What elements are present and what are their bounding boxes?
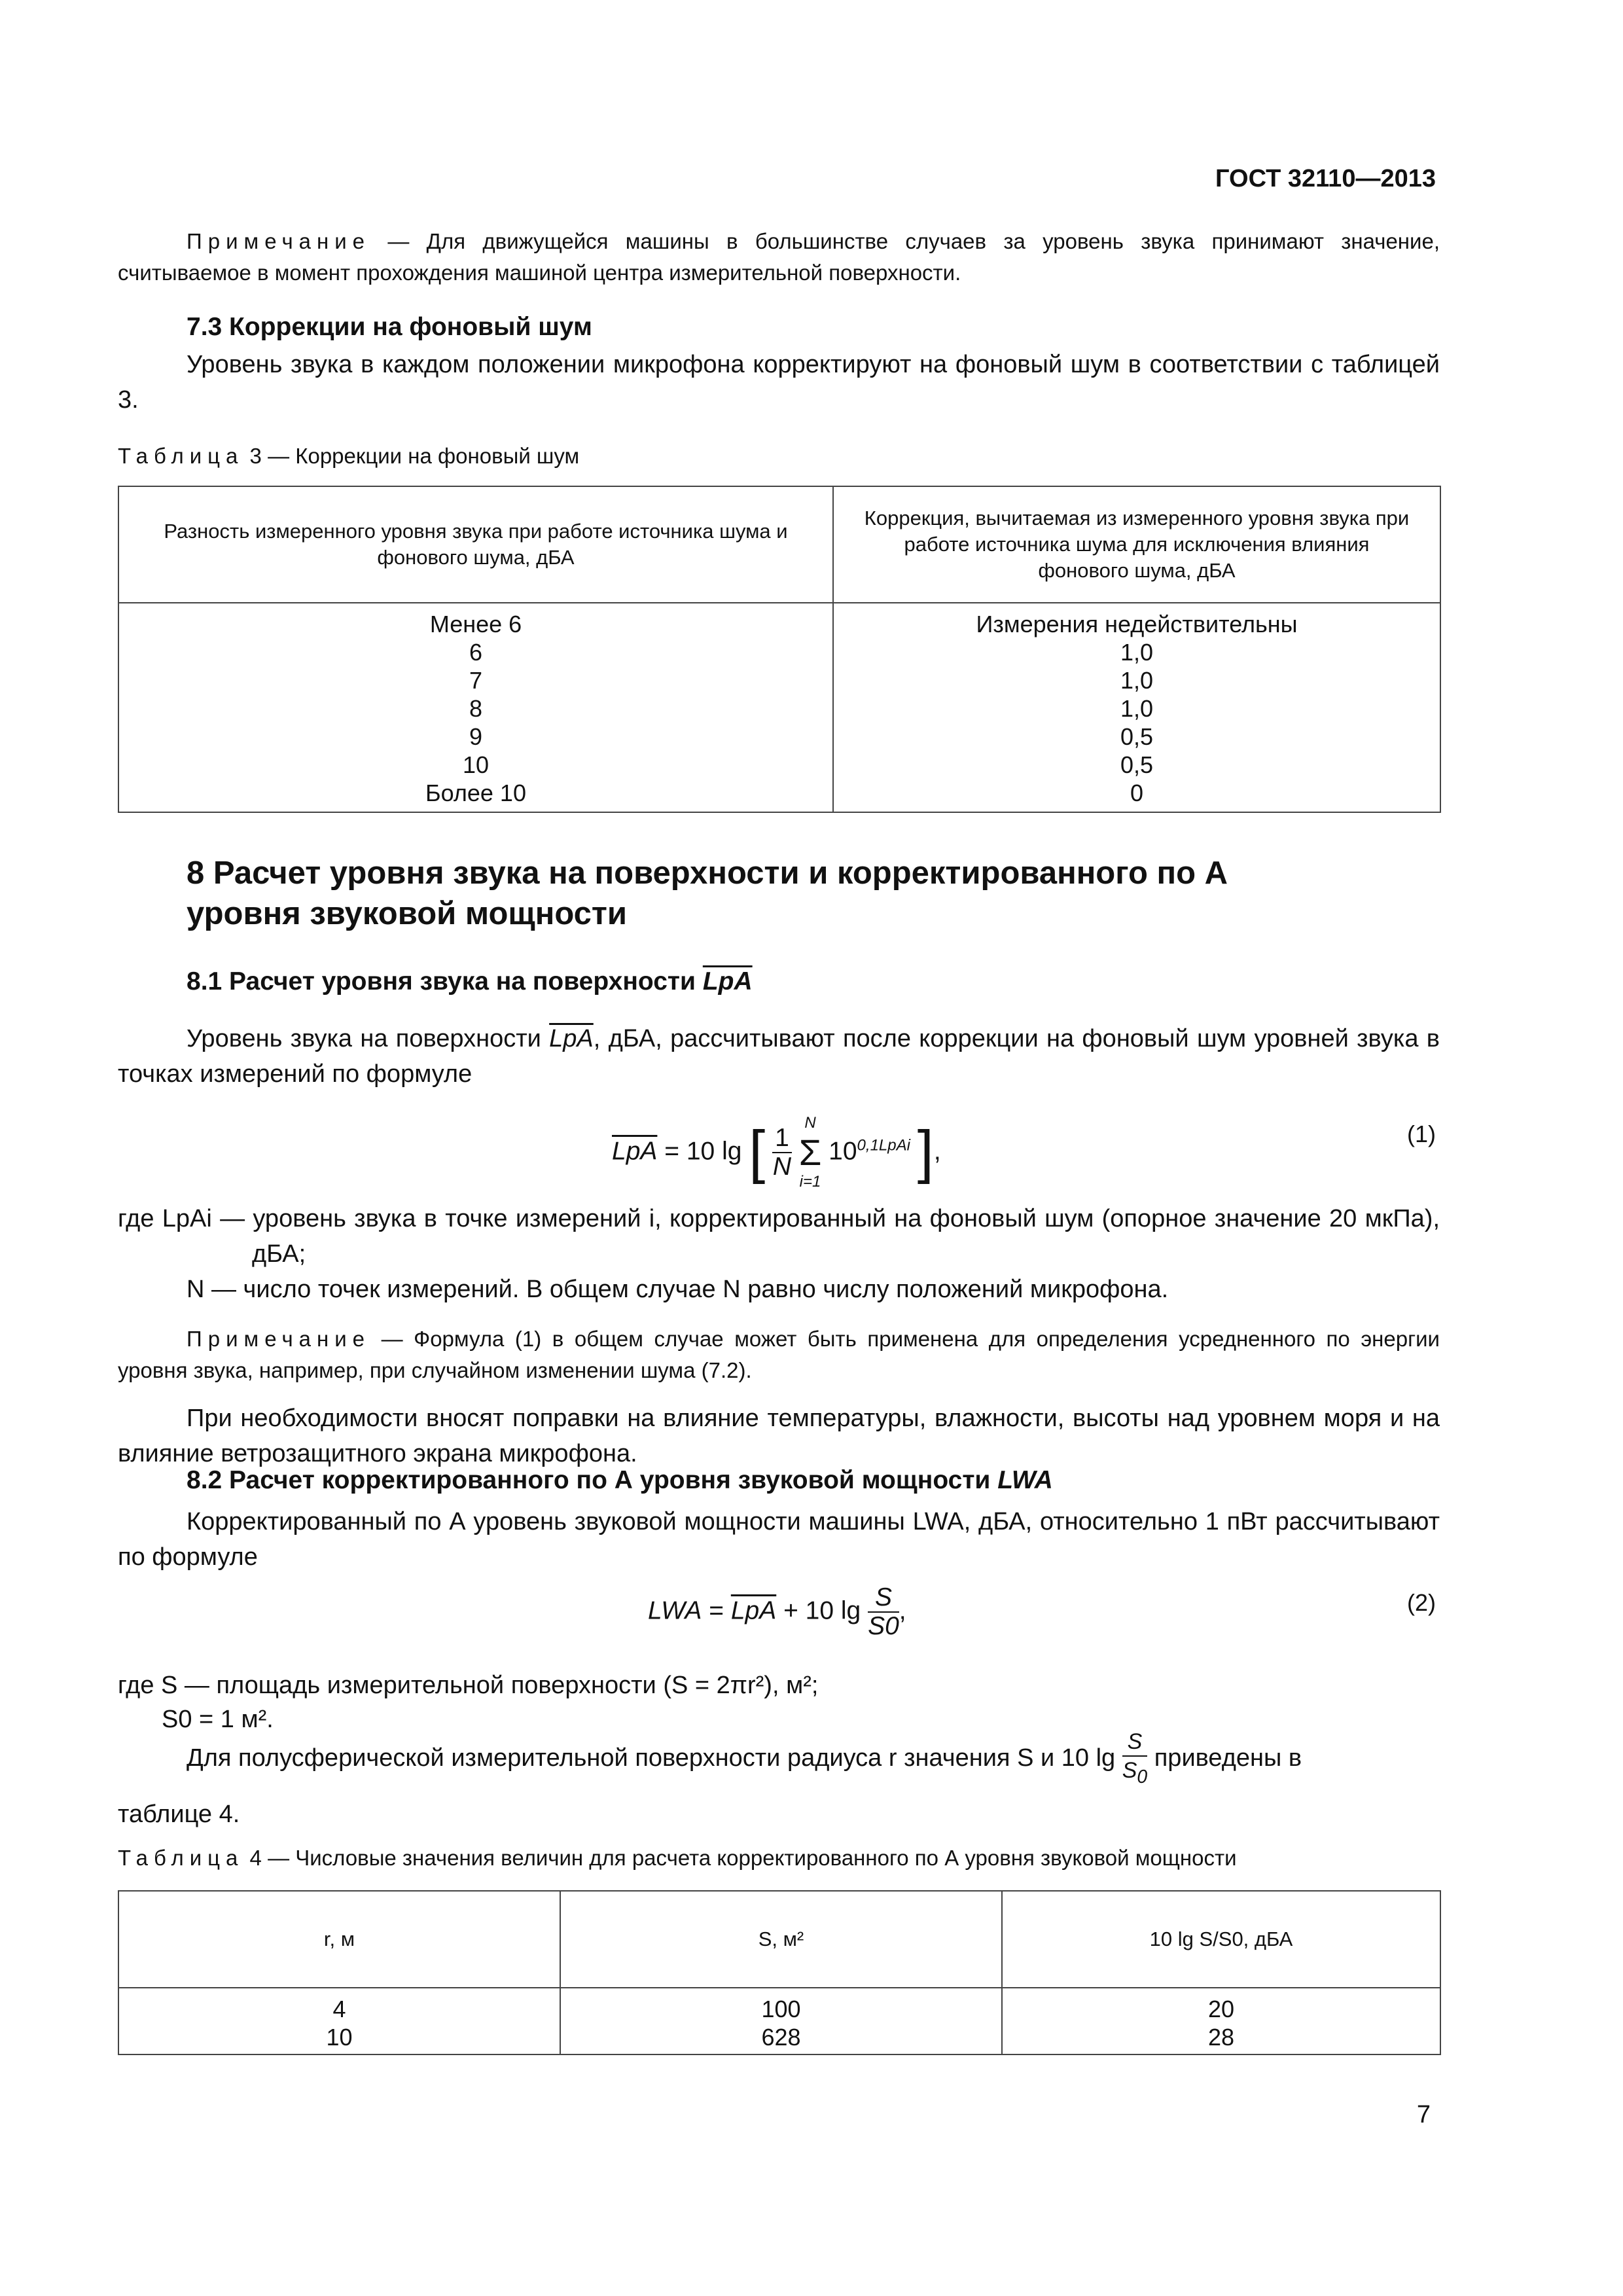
note-label: Примечание	[187, 1327, 371, 1351]
symbol-lpa: $\overline{LpA}$	[549, 1025, 594, 1052]
formula-1	[612, 1109, 941, 1196]
table-cell: 4	[332, 1996, 346, 2022]
formula-lhs: LWA	[648, 1596, 702, 1625]
para-text: приведены в	[1154, 1744, 1302, 1772]
sum-operator	[799, 1109, 822, 1196]
table-4	[118, 1890, 1441, 2055]
table-3-col-1	[118, 603, 833, 812]
note-1	[118, 226, 1440, 289]
section-8-title-line-2: уровня звуковой мощности	[187, 896, 627, 931]
caption-label: Таблица	[118, 444, 244, 468]
formula-mid: + 10 lg	[776, 1596, 868, 1625]
table-4-header-3: 10 lg S/S0, дБА	[1002, 1891, 1440, 1988]
table-cell: 0,5	[1120, 723, 1154, 750]
table-4-header-2: S, м²	[560, 1891, 1002, 1988]
section-8-title	[187, 853, 1228, 934]
note-2	[118, 1323, 1440, 1386]
note-label: Примечание	[187, 229, 371, 253]
page-number: 7	[1416, 2101, 1431, 2128]
section-7-3-title: 7.3 Коррекции на фоновый шум	[187, 313, 592, 341]
caption-label: Таблица	[118, 1846, 244, 1870]
formula-sym: $\overline{LpA}$	[730, 1596, 777, 1625]
table-cell: Более 10	[425, 780, 526, 806]
table-cell: 9	[469, 723, 483, 750]
bracket-left: [	[749, 1119, 766, 1185]
frac-den: S0	[868, 1612, 899, 1640]
note-text: — Формула (1) в общем случае может быть применена для определения усредненного по энергии уровня звука, например, при случайном изменении шума (7.2).	[118, 1327, 1440, 1382]
sum-bottom: i=1	[799, 1173, 821, 1191]
formula-eq: =	[702, 1596, 731, 1625]
section-8-title-line-1: 8 Расчет уровня звука на поверхности и корректированного по А	[187, 855, 1228, 891]
table-3-caption	[118, 444, 579, 469]
section-8-2-para-1: Корректированный по А уровень звуковой мощности машины LWA, дБА, относительно 1 пВт рассчитывают по формуле	[118, 1508, 1440, 1571]
table-cell: 628	[761, 2024, 801, 2051]
section-8-2-title-text: 8.2 Расчет корректированного по А уровня звуковой мощности	[187, 1466, 991, 1494]
fraction-s-s0-inline: $\frac{S}{S_0}$	[1122, 1729, 1148, 1787]
sum-top: N	[804, 1114, 816, 1132]
formula-eq: = 10 lg	[657, 1137, 742, 1166]
section-8-1-symbol: $\overline{LpA}$	[702, 967, 753, 996]
table-cell: Измерения недействительны	[976, 611, 1298, 637]
table-cell: 6	[469, 639, 483, 666]
section-8-2-para-2	[187, 1728, 1440, 1791]
table-3	[118, 486, 1441, 813]
table-3-header-2: Коррекция, вычитаемая из измеренного уровня звука при работе источника шума для исключения влияния фонового шума, дБА	[833, 486, 1440, 603]
power-exp: 0,1LpAi	[857, 1136, 910, 1155]
note-text: — Для движущейся машины в большинстве случаев за уровень звука принимают значение, считываемое в момент прохождения машиной центра измерительной поверхности.	[118, 229, 1440, 285]
table-cell: 10	[326, 2024, 353, 2051]
table-cell: 8	[469, 695, 483, 722]
sigma-icon: Σ	[798, 1132, 822, 1173]
caption-text: 4 — Числовые значения величин для расчета корректированного по А уровня звуковой мощности	[243, 1846, 1237, 1870]
para-text: Для полусферической измерительной поверхности радиуса r значения S и 10 lg	[187, 1744, 1116, 1772]
table-4-caption	[118, 1846, 1237, 1871]
power-base: 10	[829, 1137, 857, 1166]
section-8-2-symbol: LWA	[997, 1466, 1053, 1494]
table-cell: 20	[1207, 1996, 1235, 2022]
formula-2	[648, 1584, 906, 1640]
table-3-header-1: Разность измеренного уровня звука при работе источника шума и фонового шума, дБА	[118, 486, 833, 603]
table-3-col-2	[833, 603, 1440, 812]
section-8-1-title	[187, 967, 753, 996]
table-cell: 1,0	[1120, 639, 1154, 666]
formula-lhs: $\overline{LpA}$	[612, 1137, 658, 1166]
formula-tail: ,	[899, 1596, 906, 1625]
table-cell: 1,0	[1120, 695, 1154, 722]
where-1-a: где LpAi — уровень звука в точке измерений i, корректированный на фоновый шум (опорное значение 20 мкПа), дБА;	[118, 1205, 1440, 1268]
where-2-a: где S — площадь измерительной поверхности (S = 2πr²), м²;	[118, 1672, 819, 1699]
para-text: Уровень звука на поверхности	[187, 1025, 550, 1052]
table-cell: 0	[1130, 780, 1144, 806]
section-8-2-para-3: таблице 4.	[118, 1801, 240, 1828]
frac-num: S	[868, 1584, 899, 1613]
bracket-right: ]	[917, 1119, 934, 1185]
formula-1-number: (1)	[1407, 1121, 1436, 1147]
table-cell: Менее 6	[429, 611, 522, 637]
section-8-1-para-1	[118, 1021, 1440, 1092]
table-4-header-1: r, м	[118, 1891, 560, 1988]
section-8-1-para-2: При необходимости вносят поправки на влияние температуры, влажности, высоты над уровнем моря и на влияние ветрозащитного экрана микрофона.	[118, 1405, 1440, 1467]
frac-den: N	[772, 1153, 792, 1181]
fraction-s-s0	[868, 1584, 899, 1640]
document-code: ГОСТ 32110—2013	[1215, 165, 1436, 192]
table-4-col-2	[560, 1988, 1002, 2054]
fraction-1-n	[772, 1124, 792, 1181]
table-4-col-1	[118, 1988, 560, 2054]
where-2-b: S0 = 1 м².	[162, 1706, 274, 1733]
table-cell: 1,0	[1120, 667, 1154, 694]
table-cell: 100	[761, 1996, 801, 2022]
table-cell: 7	[469, 667, 483, 694]
table-4-col-3	[1002, 1988, 1440, 2054]
section-8-2-title	[187, 1466, 1053, 1495]
para-text: , дБА, рассчитывают после коррекции на фоновый шум уровней звука в точках измерений по формуле	[118, 1025, 1440, 1088]
where-1-b: N — число точек измерений. В общем случае N равно числу положений микрофона.	[187, 1276, 1169, 1303]
formula-2-number: (2)	[1407, 1589, 1436, 1616]
table-cell: 10	[462, 751, 490, 778]
section-7-3-text: Уровень звука в каждом положении микрофона корректируют на фоновый шум в соответствии с таблицей 3.	[118, 351, 1440, 414]
caption-text: 3 — Коррекции на фоновый шум	[243, 444, 580, 468]
frac-num: 1	[772, 1124, 792, 1153]
formula-tail: ,	[933, 1137, 941, 1166]
table-cell: 28	[1207, 2024, 1235, 2051]
section-8-1-title-text: 8.1 Расчет уровня звука на поверхности	[187, 967, 696, 996]
table-cell: 0,5	[1120, 751, 1154, 778]
